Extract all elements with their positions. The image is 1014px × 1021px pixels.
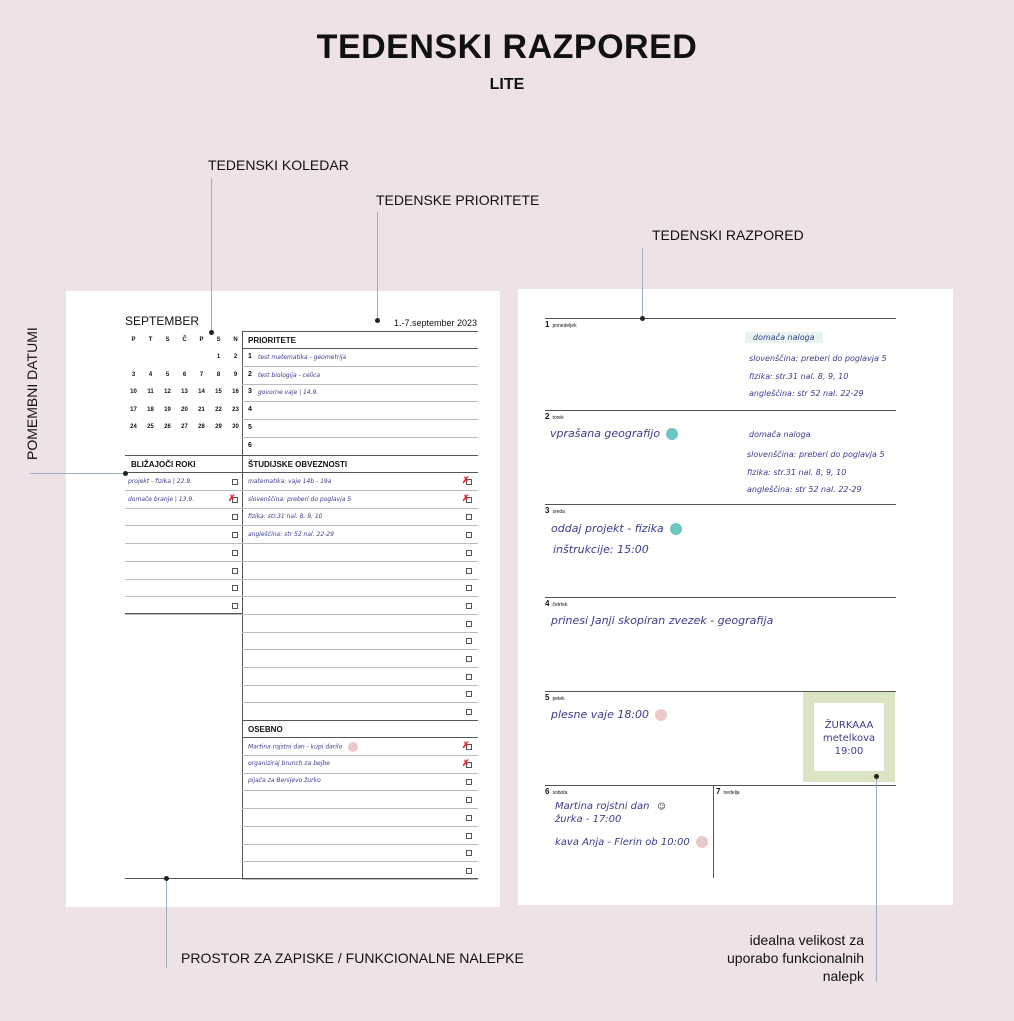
wed-event-2: inštrukcije: 15:00 [553,543,649,556]
personal-rule [242,755,478,756]
calendar-cell[interactable]: P [131,336,136,343]
priority-text: test matematika - geometrija [258,354,347,361]
study-text: fizika: str.31 nal. 8, 9, 10 [248,513,323,521]
day-name: ponedeljek [552,323,577,329]
calendar-cell[interactable]: P [199,336,204,343]
calendar-cell [193,349,210,367]
study-rule [242,702,478,703]
personal-checkbox[interactable] [466,797,472,803]
calendar-cell[interactable]: 11 [147,389,154,396]
day-name: četrtek [552,602,568,608]
calendar-week [125,366,244,384]
study-rule [242,490,478,491]
day-rule [545,318,896,319]
personal-rule [242,773,478,774]
tue-hw-item: slovenščina: preberi do poglavja 5 [747,450,885,459]
leader-line [642,248,643,318]
calendar-cell[interactable]: 21 [198,406,205,413]
sat-event-1-line: Martina rojstni dan [555,801,650,812]
calendar-cell [125,349,142,367]
done-mark-icon: ✗ [228,492,236,503]
tue-homework-list [747,446,885,499]
calendar-cell[interactable]: 29 [215,424,222,431]
calendar-cell[interactable]: N [233,336,238,343]
sat-event-2-text: kava Anja - Flerin ob 10:00 [555,837,690,848]
study-text: angleščina: str 52 nal. 22-29 [248,531,334,539]
sat-event-1-line-2: žurka - 17:00 [555,814,622,825]
study-checkbox[interactable] [466,656,472,662]
day-rule [545,504,896,505]
leader-dot [640,316,645,321]
study-checkbox[interactable] [466,568,472,574]
personal-text: organiziraj brunch za bejbe [248,759,330,767]
deadline-checkbox[interactable] [232,479,238,485]
leader-line [166,878,167,968]
priority-number: 2 [248,370,252,378]
day-name: nedelja [723,790,740,796]
personal-checkbox[interactable] [466,868,472,874]
calendar-cell[interactable]: Č [182,336,187,343]
study-checkbox[interactable] [466,709,472,715]
deadline-rule [125,490,242,491]
calendar-cell[interactable]: 25 [147,424,154,431]
study-rule [242,632,478,633]
study-checkbox[interactable] [466,638,472,644]
day-number: 3 [545,506,550,515]
day-number: 2 [545,412,550,421]
calendar-cell[interactable]: 22 [215,406,222,413]
day-number: 5 [545,693,550,702]
deadline-rule [125,543,242,544]
study-checkbox[interactable] [466,514,472,520]
tue-event-text: vprašana geografijo [550,427,661,440]
annotation-sticker-line-3: nalepk [822,968,864,984]
calendar-cell [176,349,193,367]
study-rule [242,561,478,562]
day-name: sobota [552,790,568,796]
personal-checkbox[interactable] [466,850,472,856]
wed-event-1 [551,522,682,535]
thu-event-1: prinesi Janji skopiran zvezek - geografija [551,614,774,627]
calendar-cell[interactable]: 6 [182,371,187,378]
calendar-cell[interactable]: 19 [164,406,171,413]
pink-dot-icon [655,709,667,721]
calendar-cell[interactable]: 8 [216,371,221,378]
deadline-rule [125,508,242,509]
leader-dot [375,318,380,323]
leader-line [876,776,877,982]
calendar-cell[interactable]: 18 [147,406,154,413]
study-checkbox[interactable] [466,532,472,538]
deadlines-heading: BLIŽAJOČI ROKI [131,460,196,469]
priority-text: govorne vaje | 14.9. [258,389,319,397]
column-divider [242,331,243,879]
sticker-content [814,703,884,771]
calendar-cell[interactable]: 27 [181,424,188,431]
day-rule [545,785,896,786]
day-number: 1 [545,320,550,329]
calendar-cell[interactable]: 30 [232,424,239,431]
study-rule [242,685,478,686]
priority-rule [242,384,478,385]
annotation-schedule: TEDENSKI RAZPORED [652,227,804,243]
study-checkbox[interactable] [466,674,472,680]
priority-number: 1 [248,353,252,360]
page-bottom-rule [125,878,478,879]
fri-event-1-text: plesne vaje 18:00 [551,708,650,721]
calendar-cell[interactable]: 14 [198,389,205,396]
day-label [545,787,567,796]
deadline-rule [125,579,242,580]
calendar-cell[interactable]: 28 [198,424,205,431]
pink-dot-icon [348,742,358,752]
study-rule [242,649,478,650]
deadline-checkbox[interactable] [232,603,238,609]
study-rule [242,596,478,597]
calendar-cell[interactable]: 4 [148,371,153,378]
priority-number: 3 [248,388,252,396]
day-label [545,693,565,702]
study-checkbox[interactable] [466,621,472,627]
calendar-weekdays [125,331,244,349]
personal-rule [242,861,478,862]
smile-icon: ☺ [657,802,666,811]
day-name: sreda [552,509,565,515]
wed-event-1-text: oddaj projekt - fizika [551,522,664,535]
personal-heading: OSEBNO [248,725,283,734]
leader-dot [209,330,214,335]
week-range: 1.-7.september 2023 [394,318,478,328]
day-name: petek [552,696,565,702]
mon-homework-title: domača naloga [745,332,823,343]
leader-line [211,178,212,332]
study-text: slovenščina: preberi do poglavja 5 [248,495,352,503]
calendar-cell[interactable]: 12 [164,389,171,396]
calendar-cell[interactable]: 2 [233,354,238,361]
leader-dot [123,471,128,476]
calendar-cell[interactable]: 24 [130,424,137,431]
deadline-checkbox[interactable] [232,550,238,556]
day-name: torek [552,415,564,421]
done-mark-icon: ✗ [462,475,470,485]
calendar-cell[interactable]: 1 [216,354,221,361]
tue-hw-item: angleščina: str 52 nal. 22-29 [747,485,862,494]
calendar-cell[interactable]: 16 [232,389,239,396]
sat-event-1 [555,800,666,826]
personal-top-rule [242,720,478,721]
calendar-cell [142,349,159,367]
section-rule [125,455,478,456]
personal-text: pijača za Benijevo žurko [248,777,321,785]
annotation-notes: PROSTOR ZA ZAPISKE / FUNKCIONALNE NALEPKE [181,950,524,966]
calendar-cell[interactable]: 26 [164,424,171,431]
day-label [545,412,564,421]
day-label [545,506,565,515]
sticker-line: metelkova [822,733,876,744]
calendar-cell[interactable]: 10 [130,389,137,396]
deadline-rule [125,525,242,526]
day-label [545,320,577,329]
priority-text: test biologija - celica [258,371,321,379]
personal-rule [242,826,478,827]
priority-number: 5 [248,423,252,431]
calendar-cell[interactable]: 15 [215,389,222,396]
tue-homework-title: domača naloga [749,430,811,439]
deadlines-end-rule [125,613,242,614]
calendar-cell[interactable]: 9 [233,371,238,378]
annotation-dates: POMEMBNI DATUMI [24,327,40,460]
sticker-line: ŽURKAAA [824,720,874,731]
priorities-heading: PRIORITETE [248,336,297,345]
teal-dot-icon [666,428,678,440]
personal-rule [242,790,478,791]
leader-dot [164,876,169,881]
day-label [545,599,567,608]
party-sticker [803,692,895,782]
annotation-priorities: TEDENSKE PRIORITETE [376,192,540,208]
deadline-rule [125,561,242,562]
annotation-sticker-size [700,931,864,985]
personal-rule [242,879,478,880]
day-rule [545,597,896,598]
calendar-cell[interactable]: S [165,336,170,343]
deadline-checkbox[interactable] [232,568,238,574]
study-text: matematika: vaje 14b - 19a [248,478,332,485]
personal-checkbox[interactable] [466,815,472,821]
day-number: 6 [545,787,550,796]
annotation-calendar: TEDENSKI KOLEDAR [208,157,349,173]
priority-number: 6 [248,441,252,449]
personal-checkbox[interactable] [466,833,472,839]
deadline-text: projekt - fizika | 22.9. [128,478,193,485]
page-title: TEDENSKI RAZPORED [316,28,698,66]
sat-event-2 [555,836,708,848]
calendar-cell[interactable]: 20 [181,406,188,413]
leader-line [30,473,126,474]
mini-calendar [125,331,244,436]
calendar-cell[interactable]: 13 [181,389,188,396]
pink-dot-icon [696,836,708,848]
study-rule [242,508,478,509]
leader-dot [874,774,879,779]
calendar-week [125,349,244,367]
calendar-cell[interactable]: 3 [131,371,136,378]
teal-dot-icon [670,523,682,535]
priority-number: 4 [248,406,252,414]
study-checkbox[interactable] [466,603,472,609]
study-checkbox[interactable] [466,585,472,591]
calendar-cell[interactable]: 7 [199,371,204,378]
fri-event-1 [551,708,667,721]
personal-rule [242,844,478,845]
annotation-sticker-line-2: uporabo funkcionalnih [727,950,864,966]
done-mark-icon: ✗ [462,740,470,750]
day-number: 7 [716,787,721,796]
personal-rule [242,808,478,809]
done-mark-icon: ✗ [462,757,470,768]
study-rule [242,667,478,668]
study-rule [242,614,478,615]
page-subtitle: LITE [489,76,525,93]
mon-homework-list [749,350,887,403]
calendar-cell[interactable]: T [148,336,153,343]
study-checkbox[interactable] [466,691,472,697]
priority-rule [242,419,478,420]
annotation-sticker-line-1: idealna velikost za [749,932,864,948]
weekend-divider [713,786,714,878]
leader-line [377,212,378,320]
deadline-text: domače branje | 13.9. [128,495,195,503]
deadline-rule [125,614,242,615]
day-label [716,787,740,796]
personal-bottom-rule [242,737,478,738]
calendar-cell[interactable]: 5 [165,371,170,378]
calendar-week [125,384,244,402]
personal-text: Martina rojstni dan - kupi darilo [248,742,358,752]
deadline-rule [125,596,242,597]
priority-rule [242,401,478,402]
calendar-cell[interactable]: 23 [232,406,239,413]
priorities-top-rule [242,331,478,332]
deadline-checkbox[interactable] [232,514,238,520]
day-rule [545,410,896,411]
sticker-line: 19:00 [834,746,864,757]
priority-rule [242,366,478,367]
study-rule [242,543,478,544]
mon-hw-item: slovenščina: preberi do poglavja 5 [749,354,887,363]
day-number: 4 [545,599,550,608]
deadline-checkbox[interactable] [232,585,238,591]
personal-checkbox[interactable] [466,779,472,785]
study-rule [242,525,478,526]
priority-rule [242,437,478,438]
calendar-month: SEPTEMBER [125,314,200,328]
study-checkbox[interactable] [466,550,472,556]
section-rule-2 [125,472,478,473]
calendar-cell[interactable]: S [216,336,221,343]
calendar-cell[interactable]: 17 [130,406,137,413]
done-mark-icon: ✗ [462,492,470,503]
study-rule [242,579,478,580]
calendar-week [125,419,244,437]
mon-hw-item: fizika: str.31 nal. 8, 9, 10 [749,371,849,381]
deadline-checkbox[interactable] [232,532,238,538]
tue-event [550,427,678,440]
calendar-week [125,401,244,419]
study-heading: ŠTUDIJSKE OBVEZNOSTI [248,460,348,469]
tue-hw-item: fizika: str.31 nal. 8, 9, 10 [747,467,847,477]
priorities-bottom-rule [242,348,478,349]
calendar-cell [159,349,176,367]
mon-hw-item: angleščina: str 52 nal. 22-29 [749,389,864,398]
